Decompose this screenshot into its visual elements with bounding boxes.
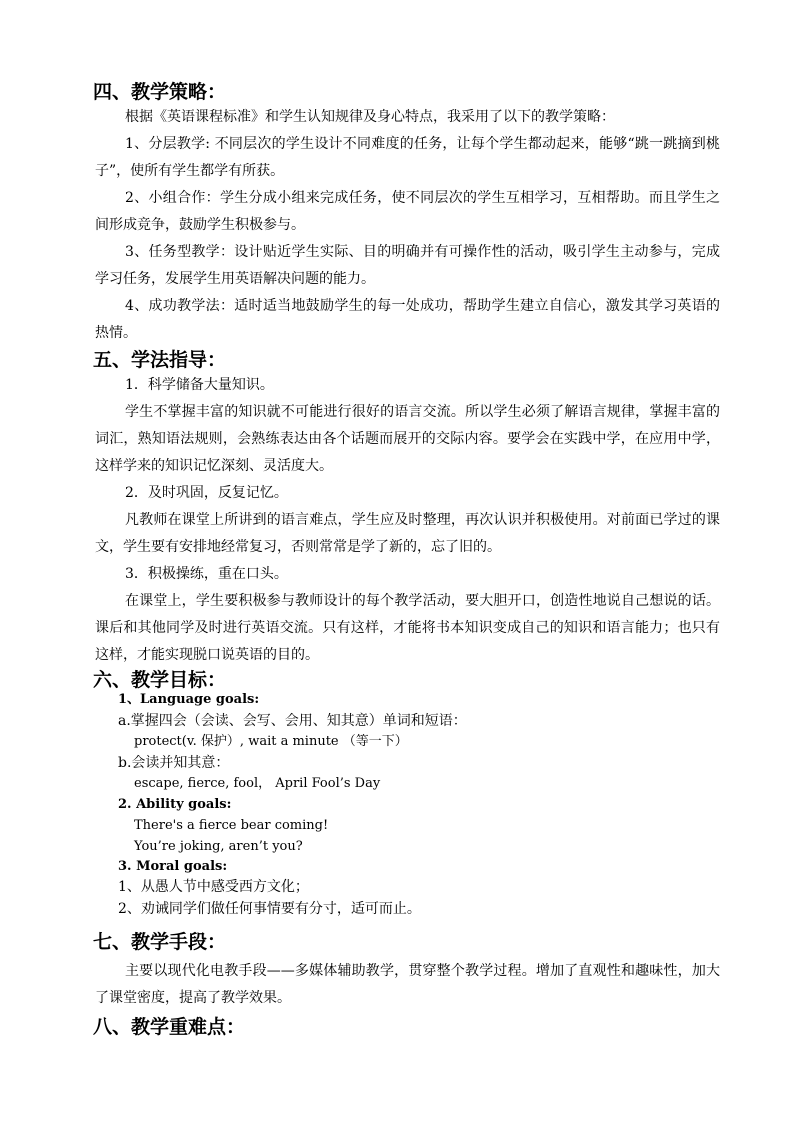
language-goal-b: b.会读并知其意： <box>118 755 230 771</box>
guidance-title-1: 1．科学储备大量知识。 <box>125 377 274 393</box>
section-heading-key-points: 八、教学重难点： <box>93 1016 246 1038</box>
section-heading-study-guidance: 五、学法指导： <box>93 349 227 371</box>
strategy-item-4: 4、成功教学法：适时适当地鼓励学生的每一处成功，帮助学生建立自信心，激发其学习英语的热情。 <box>95 298 720 341</box>
ability-goal-2: You’re joking, aren’t you? <box>134 839 303 854</box>
ability-goal-1: There's a fierce bear coming! <box>134 818 329 833</box>
strategy-item-3: 3、任务型教学：设计贴近学生实际、目的明确并有可操作性的活动，吸引学生主动参与，完成学习任务，发展学生用英语解决问题的能力。 <box>95 244 720 287</box>
guidance-body-2: 凡教师在课堂上所讲到的语言难点，学生应及时整理，再次认识并积极使用。对前面已学过的课文，学生要有安排地经常复习，否则常常是学了新的，忘了旧的。 <box>95 512 720 555</box>
language-goal-a-words: protect(v. 保护）, wait a minute （等一下） <box>134 734 408 749</box>
moral-goals-title: 3. Moral goals: <box>118 859 228 874</box>
moral-goal-2: 2、劝诫同学们做任何事情要有分寸，适可而止。 <box>118 901 421 917</box>
strategy-item-1: 1、分层教学: 不同层次的学生设计不同难度的任务，让每个学生都动起来，能够“跳一跳摘到桃子”，使所有学生都学有所获。 <box>95 136 720 179</box>
ability-goals-title: 2. Ability goals: <box>118 797 232 812</box>
strategy-item-2: 2、小组合作：学生分成小组来完成任务，使不同层次的学生互相学习，互相帮助。而且学生之间形成竞争，鼓励学生积极参与。 <box>95 190 720 233</box>
moral-goal-1: 1、从愚人节中感受西方文化； <box>118 879 309 895</box>
teaching-means-body: 主要以现代化电教手段——多媒体辅助教学，贯穿整个教学过程。增加了直观性和趣味性，加大了课堂密度，提高了教学效果。 <box>95 963 720 1006</box>
language-goal-a: a.掌握四会（会读、会写、会用、知其意）单词和短语： <box>118 713 467 729</box>
guidance-title-3: 3．积极操练，重在口头。 <box>125 566 288 582</box>
section-heading-objectives: 六、教学目标： <box>93 669 227 691</box>
strategy-intro: 根据《英语课程标准》和学生认知规律及身心特点，我采用了以下的教学策略： <box>125 109 615 125</box>
section-heading-strategy: 四、教学策略： <box>93 81 227 103</box>
section-heading-teaching-means: 七、教学手段： <box>93 931 227 953</box>
language-goal-b-words: escape, fierce, fool， April Fool’s Day <box>134 776 381 791</box>
guidance-body-1: 学生不掌握丰富的知识就不可能进行很好的语言交流。所以学生必须了解语言规律，掌握丰富的词汇，熟知语法规则，会熟练表达由各个话题而展开的交际内容。要学会在实践中学，在应用中学，这样学来的知识记忆深刻、灵活度大。 <box>95 404 720 474</box>
guidance-body-3: 在课堂上，学生要积极参与教师设计的每个教学活动，要大胆开口，创造性地说自己想说的话。课后和其他同学及时进行英语交流。只有这样，才能将书本知识变成自己的知识和语言能力；也只有这样，才能实现脱口说英语的目的。 <box>95 593 720 663</box>
guidance-title-2: 2．及时巩固，反复记忆。 <box>125 485 288 501</box>
language-goals-title: 1、Language goals: <box>118 692 260 707</box>
